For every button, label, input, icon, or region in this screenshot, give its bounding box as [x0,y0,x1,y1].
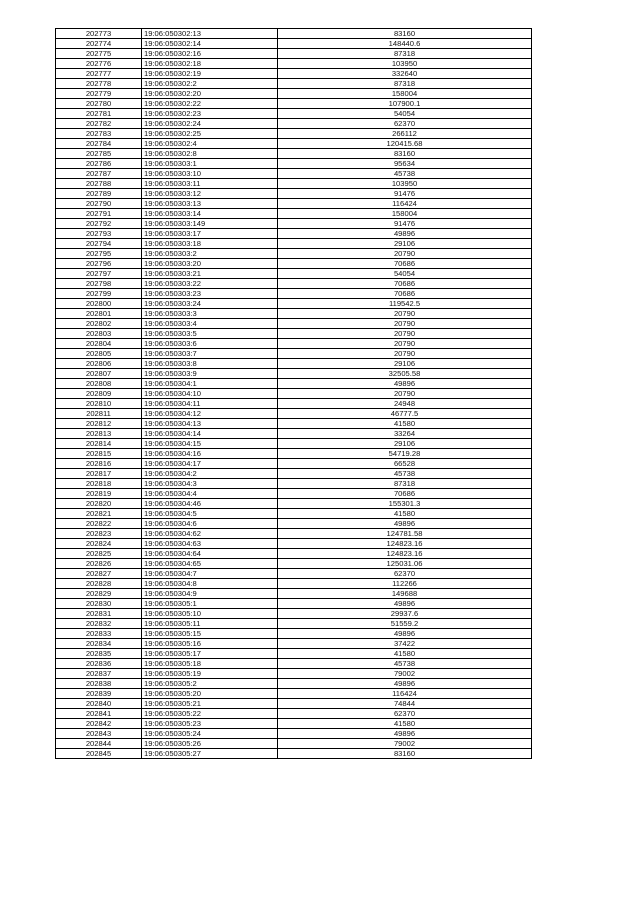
value-cell: 37422 [278,639,532,649]
row-number-cell: 202792 [56,219,142,229]
cadastral-number-cell: 19:06:050303:21 [142,269,278,279]
row-number-cell: 202798 [56,279,142,289]
row-number-cell: 202793 [56,229,142,239]
row-number-cell: 202829 [56,589,142,599]
row-number-cell: 202777 [56,69,142,79]
row-number-cell: 202807 [56,369,142,379]
row-number-cell: 202800 [56,299,142,309]
cadastral-number-cell: 19:06:050304:64 [142,549,278,559]
row-number-cell: 202781 [56,109,142,119]
table-row [56,639,532,649]
cadastral-number-cell: 19:06:050303:10 [142,169,278,179]
cadastral-number-cell: 19:06:050302:22 [142,99,278,109]
cadastral-number-cell: 19:06:050303:20 [142,259,278,269]
row-number-cell: 202782 [56,119,142,129]
value-cell: 83160 [278,749,532,759]
value-cell: 49896 [278,229,532,239]
row-number-cell: 202794 [56,239,142,249]
row-number-cell: 202786 [56,159,142,169]
table-row [56,579,532,589]
value-cell: 45738 [278,169,532,179]
value-cell: 41580 [278,419,532,429]
table-row [56,679,532,689]
value-cell: 20790 [278,389,532,399]
row-number-cell: 202819 [56,489,142,499]
value-cell: 20790 [278,309,532,319]
table-row [56,629,532,639]
table-row [56,199,532,209]
row-number-cell: 202822 [56,519,142,529]
value-cell: 41580 [278,509,532,519]
table-row [56,749,532,759]
cadastral-number-cell: 19:06:050305:10 [142,609,278,619]
value-cell: 54054 [278,269,532,279]
value-cell: 41580 [278,649,532,659]
cadastral-number-cell: 19:06:050303:22 [142,279,278,289]
row-number-cell: 202828 [56,579,142,589]
cadastral-number-cell: 19:06:050303:4 [142,319,278,329]
cadastral-number-cell: 19:06:050305:19 [142,669,278,679]
cadastral-number-cell: 19:06:050302:4 [142,139,278,149]
row-number-cell: 202845 [56,749,142,759]
cadastral-number-cell: 19:06:050302:23 [142,109,278,119]
row-number-cell: 202805 [56,349,142,359]
cadastral-number-cell: 19:06:050303:23 [142,289,278,299]
cadastral-number-cell: 19:06:050303:12 [142,189,278,199]
row-number-cell: 202838 [56,679,142,689]
value-cell: 49896 [278,599,532,609]
table-row [56,369,532,379]
table-row [56,479,532,489]
cadastral-number-cell: 19:06:050303:7 [142,349,278,359]
value-cell: 112266 [278,579,532,589]
cadastral-number-cell: 19:06:050304:62 [142,529,278,539]
cadastral-number-cell: 19:06:050302:25 [142,129,278,139]
value-cell: 70686 [278,489,532,499]
table-row [56,29,532,39]
value-cell: 66528 [278,459,532,469]
cadastral-number-cell: 19:06:050303:6 [142,339,278,349]
table-row [56,409,532,419]
row-number-cell: 202843 [56,729,142,739]
cadastral-number-cell: 19:06:050304:13 [142,419,278,429]
cadastral-number-cell: 19:06:050303:9 [142,369,278,379]
value-cell: 87318 [278,49,532,59]
table-row [56,619,532,629]
value-cell: 29937.6 [278,609,532,619]
cadastral-number-cell: 19:06:050302:2 [142,79,278,89]
cadastral-number-cell: 19:06:050305:15 [142,629,278,639]
value-cell: 54054 [278,109,532,119]
cadastral-number-cell: 19:06:050303:149 [142,219,278,229]
row-number-cell: 202837 [56,669,142,679]
table-row [56,419,532,429]
value-cell: 103950 [278,59,532,69]
table-row [56,149,532,159]
cadastral-number-cell: 19:06:050304:8 [142,579,278,589]
data-table-body [56,29,532,759]
table-row [56,129,532,139]
table-row [56,209,532,219]
row-number-cell: 202774 [56,39,142,49]
cadastral-number-cell: 19:06:050304:2 [142,469,278,479]
value-cell: 49896 [278,729,532,739]
row-number-cell: 202815 [56,449,142,459]
value-cell: 41580 [278,719,532,729]
row-number-cell: 202779 [56,89,142,99]
value-cell: 70686 [278,259,532,269]
value-cell: 49896 [278,679,532,689]
cadastral-number-cell: 19:06:050302:13 [142,29,278,39]
cadastral-number-cell: 19:06:050304:63 [142,539,278,549]
value-cell: 107900.1 [278,99,532,109]
row-number-cell: 202841 [56,709,142,719]
row-number-cell: 202820 [56,499,142,509]
table-row [56,649,532,659]
table-row [56,549,532,559]
table-row [56,249,532,259]
value-cell: 149688 [278,589,532,599]
cadastral-number-cell: 19:06:050303:17 [142,229,278,239]
table-row [56,99,532,109]
cadastral-number-cell: 19:06:050304:10 [142,389,278,399]
table-row [56,399,532,409]
cadastral-number-cell: 19:06:050303:14 [142,209,278,219]
cadastral-number-cell: 19:06:050305:1 [142,599,278,609]
table-row [56,609,532,619]
cadastral-number-cell: 19:06:050302:8 [142,149,278,159]
cadastral-number-cell: 19:06:050304:1 [142,379,278,389]
table-row [56,329,532,339]
table-row [56,489,532,499]
cadastral-number-cell: 19:06:050304:14 [142,429,278,439]
table-row [56,339,532,349]
row-number-cell: 202831 [56,609,142,619]
cadastral-number-cell: 19:06:050304:11 [142,399,278,409]
row-number-cell: 202811 [56,409,142,419]
cadastral-number-cell: 19:06:050305:16 [142,639,278,649]
row-number-cell: 202806 [56,359,142,369]
row-number-cell: 202844 [56,739,142,749]
table-row [56,439,532,449]
table-row [56,269,532,279]
value-cell: 49896 [278,379,532,389]
row-number-cell: 202834 [56,639,142,649]
table-row [56,499,532,509]
row-number-cell: 202808 [56,379,142,389]
value-cell: 62370 [278,119,532,129]
cadastral-number-cell: 19:06:050303:18 [142,239,278,249]
row-number-cell: 202821 [56,509,142,519]
value-cell: 49896 [278,629,532,639]
value-cell: 103950 [278,179,532,189]
row-number-cell: 202785 [56,149,142,159]
value-cell: 62370 [278,709,532,719]
table-row [56,709,532,719]
row-number-cell: 202823 [56,529,142,539]
table-row [56,389,532,399]
value-cell: 91476 [278,219,532,229]
table-row [56,599,532,609]
cadastral-number-cell: 19:06:050303:2 [142,249,278,259]
value-cell: 83160 [278,29,532,39]
row-number-cell: 202784 [56,139,142,149]
row-number-cell: 202825 [56,549,142,559]
value-cell: 20790 [278,349,532,359]
value-cell: 124823.16 [278,539,532,549]
cadastral-number-cell: 19:06:050304:7 [142,569,278,579]
value-cell: 20790 [278,249,532,259]
row-number-cell: 202810 [56,399,142,409]
cadastral-number-cell: 19:06:050305:20 [142,689,278,699]
row-number-cell: 202791 [56,209,142,219]
value-cell: 49896 [278,519,532,529]
cadastral-number-cell: 19:06:050302:14 [142,39,278,49]
value-cell: 45738 [278,659,532,669]
table-row [56,669,532,679]
table-row [56,729,532,739]
row-number-cell: 202795 [56,249,142,259]
cadastral-number-cell: 19:06:050304:65 [142,559,278,569]
table-row [56,229,532,239]
table-row [56,359,532,369]
value-cell: 91476 [278,189,532,199]
row-number-cell: 202803 [56,329,142,339]
row-number-cell: 202804 [56,339,142,349]
cadastral-number-cell: 19:06:050304:15 [142,439,278,449]
cadastral-number-cell: 19:06:050302:20 [142,89,278,99]
value-cell: 332640 [278,69,532,79]
table-row [56,259,532,269]
cadastral-number-cell: 19:06:050302:18 [142,59,278,69]
row-number-cell: 202827 [56,569,142,579]
cadastral-number-cell: 19:06:050304:16 [142,449,278,459]
row-number-cell: 202775 [56,49,142,59]
cadastral-number-cell: 19:06:050304:12 [142,409,278,419]
cadastral-number-cell: 19:06:050304:46 [142,499,278,509]
table-row [56,239,532,249]
table-row [56,309,532,319]
row-number-cell: 202783 [56,129,142,139]
cadastral-number-cell: 19:06:050303:11 [142,179,278,189]
row-number-cell: 202789 [56,189,142,199]
value-cell: 148440.6 [278,39,532,49]
row-number-cell: 202776 [56,59,142,69]
row-number-cell: 202801 [56,309,142,319]
value-cell: 70686 [278,279,532,289]
value-cell: 87318 [278,479,532,489]
row-number-cell: 202799 [56,289,142,299]
row-number-cell: 202778 [56,79,142,89]
table-row [56,109,532,119]
value-cell: 124823.16 [278,549,532,559]
row-number-cell: 202812 [56,419,142,429]
value-cell: 20790 [278,329,532,339]
table-row [56,39,532,49]
row-number-cell: 202826 [56,559,142,569]
cadastral-number-cell: 19:06:050305:17 [142,649,278,659]
row-number-cell: 202773 [56,29,142,39]
value-cell: 79002 [278,669,532,679]
row-number-cell: 202824 [56,539,142,549]
table-row [56,189,532,199]
value-cell: 158004 [278,89,532,99]
value-cell: 54719.28 [278,449,532,459]
value-cell: 29106 [278,439,532,449]
value-cell: 95634 [278,159,532,169]
row-number-cell: 202835 [56,649,142,659]
cadastral-number-cell: 19:06:050303:13 [142,199,278,209]
row-number-cell: 202830 [56,599,142,609]
table-row [56,299,532,309]
row-number-cell: 202809 [56,389,142,399]
cadastral-number-cell: 19:06:050303:5 [142,329,278,339]
cadastral-number-cell: 19:06:050303:1 [142,159,278,169]
cadastral-number-cell: 19:06:050302:19 [142,69,278,79]
value-cell: 120415.68 [278,139,532,149]
table-row [56,699,532,709]
table-row [56,69,532,79]
table-row [56,539,532,549]
table-row [56,509,532,519]
value-cell: 32505.58 [278,369,532,379]
value-cell: 51559.2 [278,619,532,629]
row-number-cell: 202797 [56,269,142,279]
value-cell: 155301.3 [278,499,532,509]
value-cell: 116424 [278,199,532,209]
row-number-cell: 202832 [56,619,142,629]
value-cell: 29106 [278,239,532,249]
cadastral-number-cell: 19:06:050305:22 [142,709,278,719]
table-row [56,179,532,189]
table-row [56,659,532,669]
row-number-cell: 202833 [56,629,142,639]
row-number-cell: 202840 [56,699,142,709]
cadastral-number-cell: 19:06:050303:3 [142,309,278,319]
value-cell: 62370 [278,569,532,579]
row-number-cell: 202813 [56,429,142,439]
row-number-cell: 202788 [56,179,142,189]
row-number-cell: 202818 [56,479,142,489]
table-row [56,119,532,129]
value-cell: 125031.06 [278,559,532,569]
cadastral-number-cell: 19:06:050305:27 [142,749,278,759]
value-cell: 29106 [278,359,532,369]
cadastral-number-cell: 19:06:050305:21 [142,699,278,709]
value-cell: 46777.5 [278,409,532,419]
cadastral-number-cell: 19:06:050305:26 [142,739,278,749]
value-cell: 20790 [278,339,532,349]
row-number-cell: 202790 [56,199,142,209]
cadastral-number-cell: 19:06:050305:18 [142,659,278,669]
row-number-cell: 202836 [56,659,142,669]
table-row [56,89,532,99]
table-row [56,449,532,459]
row-number-cell: 202842 [56,719,142,729]
cadastral-number-cell: 19:06:050305:23 [142,719,278,729]
cadastral-number-cell: 19:06:050302:16 [142,49,278,59]
row-number-cell: 202839 [56,689,142,699]
cadastral-number-cell: 19:06:050304:17 [142,459,278,469]
value-cell: 24948 [278,399,532,409]
cadastral-number-cell: 19:06:050304:6 [142,519,278,529]
table-row [56,159,532,169]
cadastral-number-cell: 19:06:050304:9 [142,589,278,599]
table-row [56,529,532,539]
value-cell: 119542.5 [278,299,532,309]
cadastral-number-cell: 19:06:050305:2 [142,679,278,689]
table-row [56,689,532,699]
table-row [56,469,532,479]
table-row [56,459,532,469]
cadastral-number-cell: 19:06:050304:4 [142,489,278,499]
table-row [56,519,532,529]
value-cell: 74844 [278,699,532,709]
cadastral-number-cell: 19:06:050303:24 [142,299,278,309]
row-number-cell: 202802 [56,319,142,329]
value-cell: 266112 [278,129,532,139]
table-row [56,349,532,359]
table-row [56,49,532,59]
table-row [56,569,532,579]
data-table [55,28,532,759]
cadastral-number-cell: 19:06:050305:11 [142,619,278,629]
row-number-cell: 202796 [56,259,142,269]
table-row [56,559,532,569]
value-cell: 70686 [278,289,532,299]
row-number-cell: 202817 [56,469,142,479]
table-row [56,739,532,749]
table-row [56,139,532,149]
value-cell: 45738 [278,469,532,479]
table-row [56,589,532,599]
row-number-cell: 202780 [56,99,142,109]
value-cell: 33264 [278,429,532,439]
table-row [56,289,532,299]
cadastral-number-cell: 19:06:050304:5 [142,509,278,519]
table-row [56,379,532,389]
table-row [56,59,532,69]
value-cell: 83160 [278,149,532,159]
cadastral-number-cell: 19:06:050303:8 [142,359,278,369]
value-cell: 79002 [278,739,532,749]
value-cell: 116424 [278,689,532,699]
table-row [56,719,532,729]
cadastral-number-cell: 19:06:050305:24 [142,729,278,739]
value-cell: 20790 [278,319,532,329]
value-cell: 124781.58 [278,529,532,539]
table-row [56,219,532,229]
table-row [56,319,532,329]
table-row [56,279,532,289]
row-number-cell: 202787 [56,169,142,179]
value-cell: 158004 [278,209,532,219]
row-number-cell: 202816 [56,459,142,469]
row-number-cell: 202814 [56,439,142,449]
cadastral-number-cell: 19:06:050302:24 [142,119,278,129]
table-row [56,169,532,179]
value-cell: 87318 [278,79,532,89]
cadastral-number-cell: 19:06:050304:3 [142,479,278,489]
table-row [56,429,532,439]
table-row [56,79,532,89]
